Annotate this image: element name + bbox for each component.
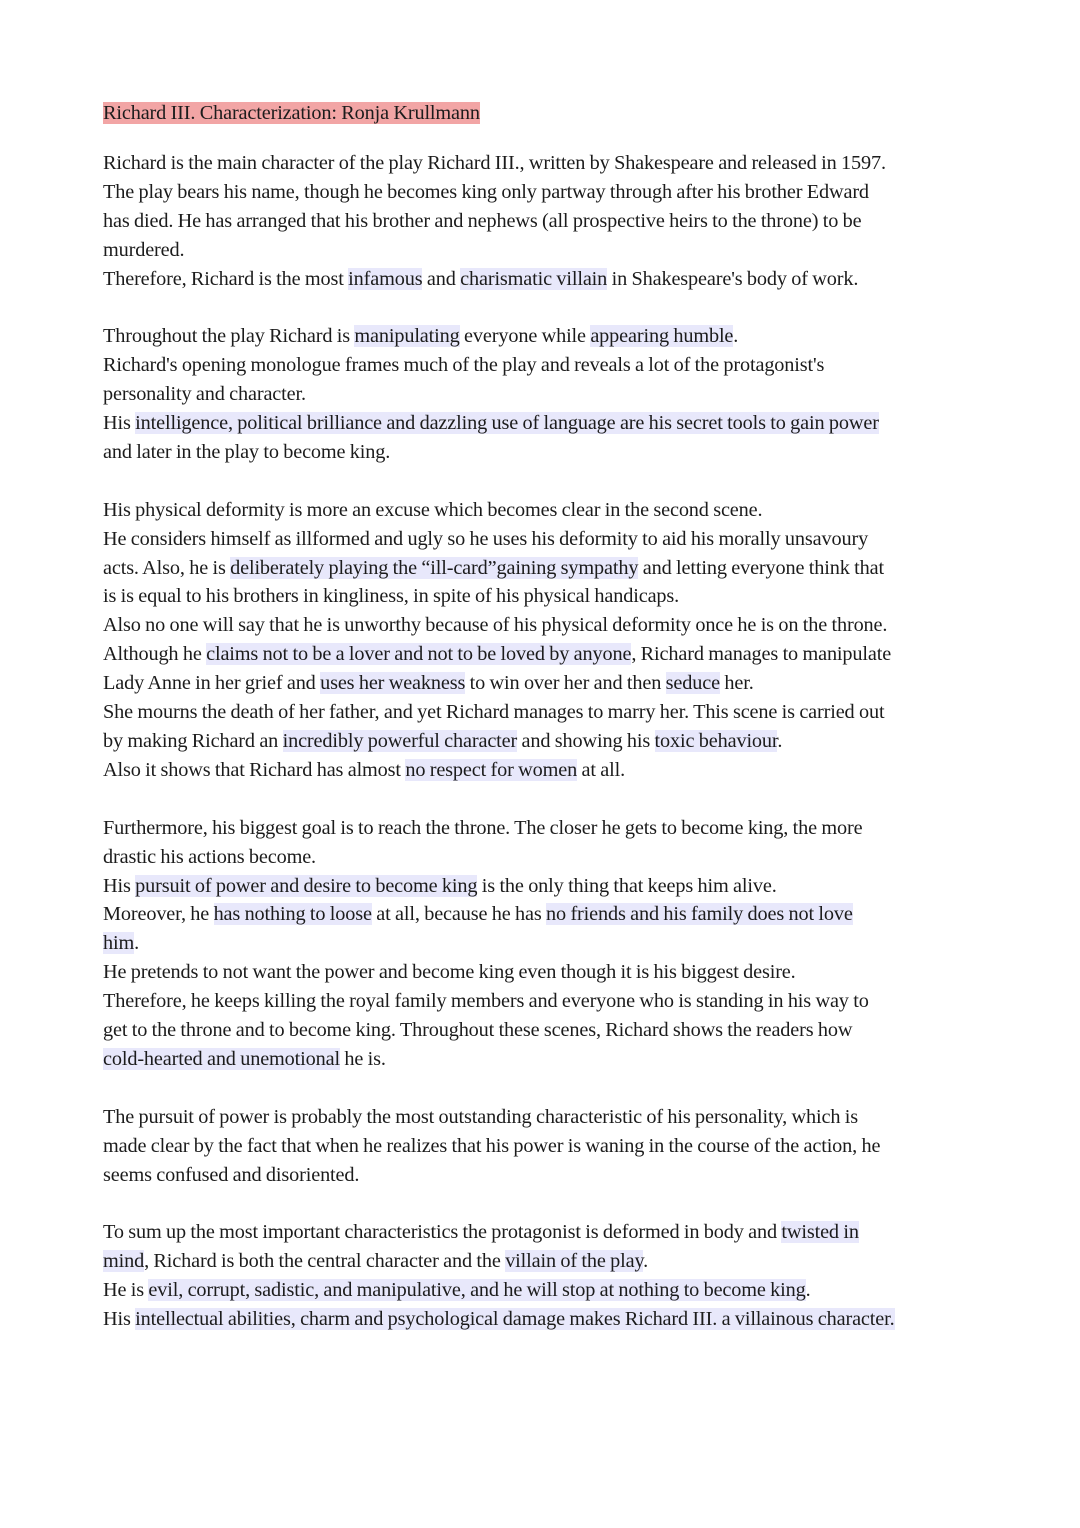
highlighted-phrase: him bbox=[103, 932, 135, 955]
text-run: in Shakespeare's body of work. bbox=[607, 267, 859, 290]
text-run: His bbox=[103, 412, 136, 435]
text-run: Also no one will say that he is unworthy because of his physical deformity once he is on the throne. bbox=[103, 614, 888, 637]
text-line bbox=[103, 900, 993, 929]
text-run: made clear by the fact that when he realizes that his power is waning in the course of the action, he bbox=[103, 1134, 881, 1157]
text-line bbox=[103, 698, 993, 727]
highlighted-phrase: claims not to be a lover and not to be loved by anyone bbox=[206, 643, 632, 666]
text-line bbox=[103, 1103, 993, 1132]
highlighted-phrase: no respect for women bbox=[405, 758, 578, 781]
text-line bbox=[103, 987, 993, 1016]
text-line bbox=[103, 929, 993, 958]
text-run: Furthermore, his biggest goal is to reach the throne. The closer he gets to become king, the more bbox=[103, 816, 863, 839]
text-run: murdered. bbox=[103, 238, 185, 261]
text-line bbox=[103, 1276, 993, 1305]
text-run: and showing his bbox=[517, 730, 655, 752]
text-run: His bbox=[103, 1308, 136, 1331]
text-run: acts. Also, he is bbox=[103, 556, 231, 579]
text-run: seems confused and disoriented. bbox=[103, 1163, 360, 1186]
text-run: Also it shows that Richard has almost bbox=[103, 758, 406, 781]
text-run: Richard is the main character of the play Richard III., written by Shakespeare and released in 1597. bbox=[103, 151, 886, 174]
highlighted-phrase: charismatic villain bbox=[460, 267, 608, 290]
text-line bbox=[103, 236, 993, 265]
text-run: Although he bbox=[103, 643, 207, 666]
text-run: has died. He has arranged that his brother and nephews (all prospective heirs to the throne) to be bbox=[103, 209, 862, 232]
text-line bbox=[103, 640, 993, 669]
text-run: His physical deformity is more an excuse which becomes clear in the second scene. bbox=[103, 498, 763, 521]
text-line bbox=[103, 582, 993, 611]
text-run: His bbox=[103, 874, 136, 897]
paragraph bbox=[103, 322, 993, 467]
highlighted-phrase: toxic behaviour bbox=[654, 730, 778, 752]
highlighted-phrase: deliberately playing the “ill-card”gaining sympathy bbox=[230, 556, 639, 579]
text-run: He is bbox=[103, 1279, 149, 1302]
text-line bbox=[103, 409, 993, 438]
highlighted-phrase: pursuit of power and desire to become king bbox=[135, 874, 478, 897]
text-run: drastic his actions become. bbox=[103, 845, 316, 868]
text-line bbox=[103, 496, 993, 525]
highlighted-phrase: appearing humble bbox=[590, 325, 734, 348]
text-line bbox=[103, 1247, 993, 1276]
text-run: . bbox=[733, 325, 739, 348]
text-run: at all. bbox=[577, 758, 626, 781]
text-run: Throughout the play Richard is bbox=[103, 325, 355, 348]
paragraph bbox=[103, 1103, 993, 1190]
text-run: She mourns the death of her father, and yet Richard manages to marry her. This scene is carried out bbox=[103, 701, 885, 724]
text-run: . bbox=[777, 730, 783, 752]
text-line bbox=[103, 669, 993, 698]
highlighted-phrase: twisted in bbox=[781, 1221, 859, 1244]
text-line bbox=[103, 1045, 993, 1074]
text-run: Therefore, Richard is the most bbox=[103, 267, 349, 290]
highlighted-phrase: villain of the play bbox=[505, 1250, 644, 1273]
text-run: at all, because he has bbox=[371, 903, 547, 926]
text-run: he is. bbox=[339, 1047, 386, 1070]
text-run: The play bears his name, though he becomes king only partway through after his brother Edward bbox=[103, 180, 869, 203]
text-line bbox=[103, 554, 993, 583]
text-run: Therefore, he keeps killing the royal family members and everyone who is standing in his way to bbox=[103, 990, 869, 1013]
highlighted-phrase: intelligence, political brilliance and dazzling use of language are his secret tools to gain power bbox=[135, 412, 879, 435]
text-run: He pretends to not want the power and become king even though it is his biggest desire. bbox=[103, 961, 796, 984]
text-run: The pursuit of power is probably the most outstanding characteristic of his personality, which is bbox=[103, 1105, 858, 1128]
text-run: by making Richard an bbox=[103, 730, 283, 752]
text-line bbox=[103, 814, 993, 843]
highlighted-phrase: no friends and his family does not love bbox=[546, 903, 853, 926]
text-line bbox=[103, 1218, 993, 1247]
text-line bbox=[103, 727, 993, 756]
text-run: personality and character. bbox=[103, 383, 306, 406]
text-run: everyone while bbox=[459, 325, 591, 348]
text-line bbox=[103, 178, 993, 207]
text-run: to win over her and then bbox=[465, 672, 666, 695]
highlighted-phrase: cold-hearted and unemotional bbox=[103, 1047, 340, 1070]
text-run: . bbox=[134, 932, 140, 955]
text-line bbox=[103, 265, 993, 294]
text-line bbox=[103, 438, 993, 467]
highlighted-phrase: uses her weakness bbox=[320, 672, 466, 695]
highlighted-phrase: manipulating bbox=[354, 325, 460, 348]
highlighted-phrase: infamous bbox=[348, 267, 423, 290]
highlighted-phrase: incredibly powerful character bbox=[282, 730, 518, 752]
text-run: . bbox=[805, 1279, 811, 1302]
text-line bbox=[103, 1161, 993, 1190]
text-run: , Richard manages to manipulate bbox=[631, 643, 892, 666]
text-run: To sum up the most important characteristics the protagonist is deformed in body and bbox=[103, 1221, 782, 1244]
text-line bbox=[103, 149, 993, 178]
paragraph bbox=[103, 149, 993, 294]
highlighted-phrase: seduce bbox=[665, 672, 720, 695]
text-line bbox=[103, 1305, 993, 1334]
text-run: Lady Anne in her grief and bbox=[103, 672, 321, 695]
text-line bbox=[103, 207, 993, 236]
document-title-line bbox=[103, 99, 993, 128]
document-title: Richard III. Characterization: Ronja Krullmann bbox=[103, 102, 480, 124]
text-run: and bbox=[422, 267, 461, 290]
text-run: get to the throne and to become king. Throughout these scenes, Richard shows the readers how bbox=[103, 1019, 853, 1042]
text-line bbox=[103, 958, 993, 987]
text-line bbox=[103, 843, 993, 872]
text-run: . bbox=[643, 1250, 649, 1273]
text-run: and later in the play to become king. bbox=[103, 440, 391, 463]
paragraph bbox=[103, 814, 993, 1074]
highlighted-phrase: has nothing to loose bbox=[213, 903, 372, 926]
text-line bbox=[103, 611, 993, 640]
highlighted-phrase: evil, corrupt, sadistic, and manipulative, and he will stop at nothing to become king bbox=[148, 1279, 806, 1302]
text-run: and letting everyone think that bbox=[638, 556, 884, 579]
paragraph bbox=[103, 496, 993, 785]
document-body bbox=[103, 149, 993, 1334]
text-line bbox=[103, 756, 993, 785]
text-line bbox=[103, 322, 993, 351]
text-run: her. bbox=[719, 672, 754, 695]
highlighted-phrase: intellectual abilities, charm and psychological damage makes Richard III. a villainous character. bbox=[135, 1308, 895, 1331]
text-line bbox=[103, 1132, 993, 1161]
text-line bbox=[103, 380, 993, 409]
text-run: , Richard is both the central character and the bbox=[144, 1250, 506, 1273]
paragraph bbox=[103, 1218, 993, 1334]
text-line bbox=[103, 872, 993, 901]
document-page bbox=[103, 99, 993, 1363]
text-line bbox=[103, 1016, 993, 1045]
highlighted-phrase: mind bbox=[103, 1250, 145, 1273]
text-run: He considers himself as illformed and ugly so he uses his deformity to aid his morally unsavoury bbox=[103, 527, 869, 550]
text-run: Richard's opening monologue frames much of the play and reveals a lot of the protagonist's bbox=[103, 354, 825, 377]
text-run: is is equal to his brothers in kingliness, in spite of his physical handicaps. bbox=[103, 585, 680, 608]
text-line bbox=[103, 525, 993, 554]
text-line bbox=[103, 351, 993, 380]
text-run: is the only thing that keeps him alive. bbox=[477, 874, 777, 897]
text-run: Moreover, he bbox=[103, 903, 214, 926]
